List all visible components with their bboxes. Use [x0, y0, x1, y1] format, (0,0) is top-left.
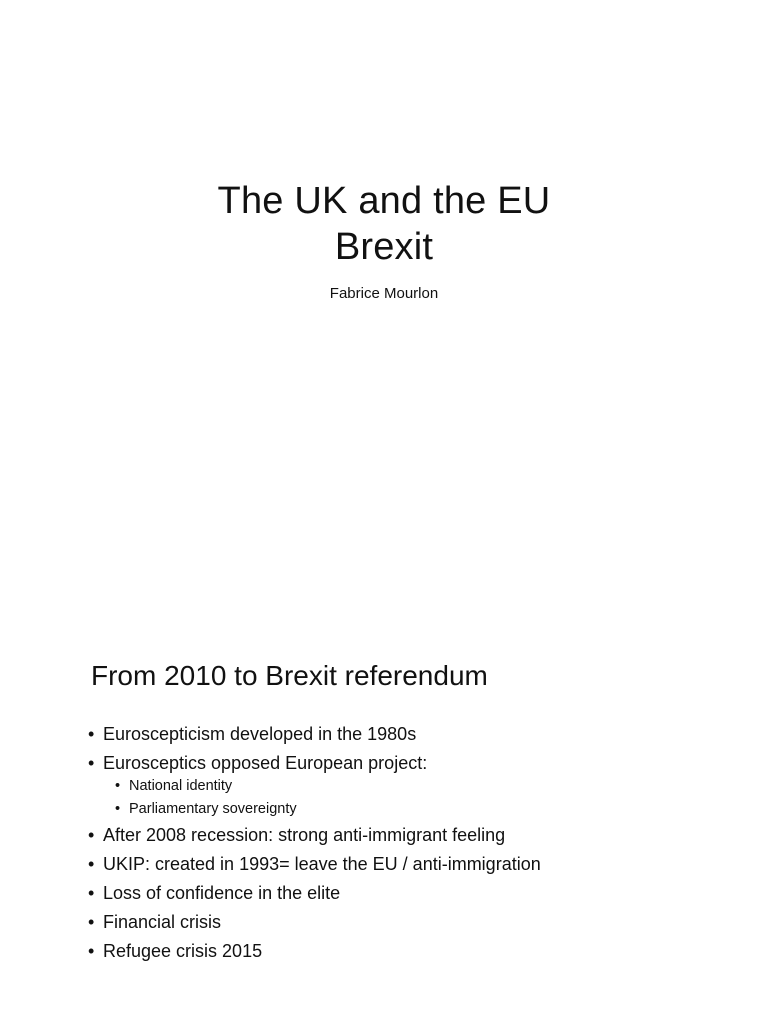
slide-title — [0, 178, 768, 270]
bullet-item: • Refugee crisis 2015 — [88, 937, 728, 966]
content-slide-title: From 2010 to Brexit referendum — [91, 660, 488, 691]
bullet-item: • Euroscepticism developed in the 1980s — [88, 720, 728, 749]
bullet-item: • After 2008 recession: strong anti-immigrant feeling — [88, 821, 728, 850]
sub-bullet-item: • National identity — [115, 775, 728, 798]
bullet-item-with-subitems — [88, 749, 728, 821]
bullet-list — [88, 720, 728, 966]
author-name: Fabrice Mourlon — [329, 285, 439, 302]
sub-bullet-list — [103, 775, 728, 821]
bullet-item: • Loss of confidence in the elite — [88, 879, 728, 908]
content-slide — [0, 512, 768, 1024]
sub-bullet-item: • Parliamentary sovereignty — [115, 798, 728, 821]
title-line-2: Brexit — [334, 226, 434, 268]
title-line-1: The UK and the EU — [217, 180, 551, 222]
bullet-item: • UKIP: created in 1993= leave the EU / anti-immigration — [88, 850, 728, 879]
bullet-item: • Financial crisis — [88, 908, 728, 937]
bullet-item-text: Eurosceptics opposed European project: — [103, 753, 428, 773]
